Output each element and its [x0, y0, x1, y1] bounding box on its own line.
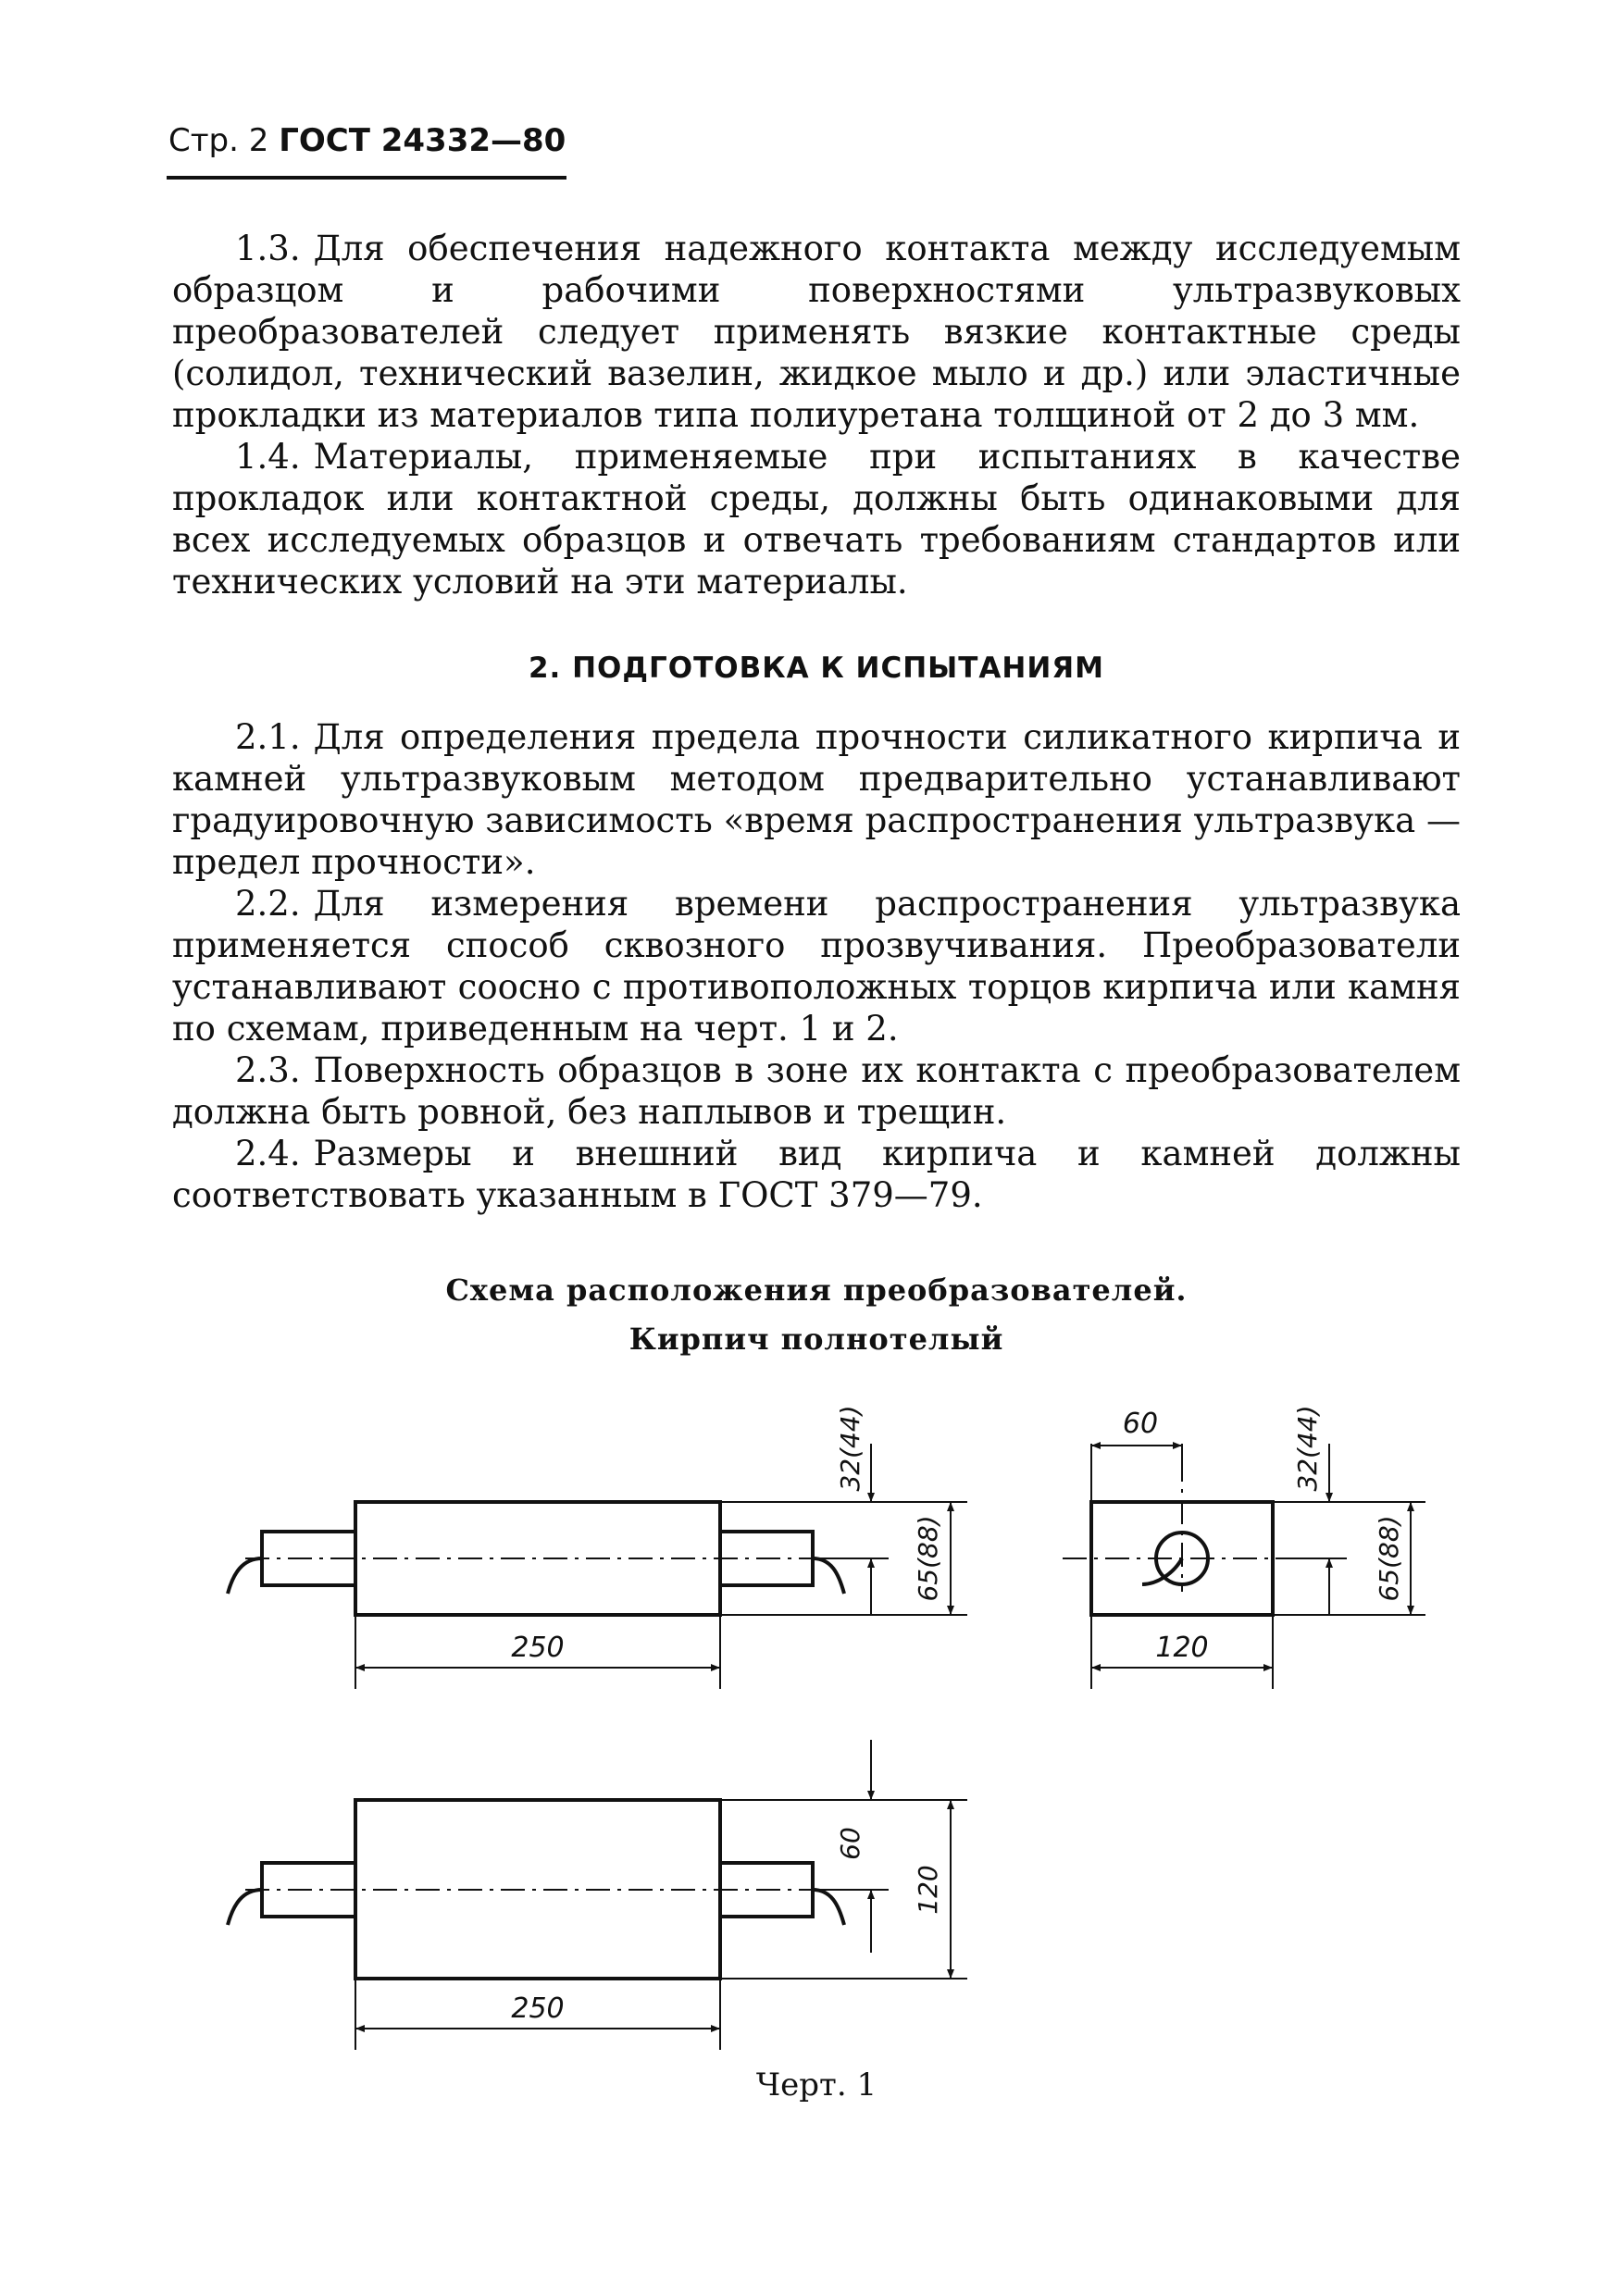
dim-bottom-width-label: 120	[913, 1865, 943, 1915]
document-code: ГОСТ 24332—80	[279, 122, 566, 159]
right-cable	[813, 1558, 844, 1594]
dim-bottom-length-label: 250	[511, 1992, 565, 2025]
paragraph-number: 1.4.	[235, 437, 301, 477]
dim-end-offset-h-label: 32(44)	[1292, 1405, 1323, 1492]
figure-number: Черт. 1	[755, 2066, 877, 2104]
dim-bottom-offset-label: 60	[835, 1827, 865, 1860]
left-cable	[228, 1558, 262, 1594]
dim-height-label: 65(88)	[913, 1515, 943, 1602]
dim-offset-label: 32(44)	[835, 1405, 865, 1492]
page-number: Стр. 2	[168, 122, 269, 159]
end-cable	[1142, 1558, 1182, 1584]
paragraph-text: Поверхность образцов в зоне их контакта с преобразователем должна быть ровной, без наплывов и трещин.	[172, 1050, 1461, 1132]
paragraph-text: Материалы, применяемые при испытаниях в качестве прокладок или контактной среды, должны быть одинаковыми для всех исследуемых образцов и отвечать требованиям стандартов или технических условий на эти материалы.	[172, 437, 1461, 602]
brick-outline	[355, 1502, 720, 1615]
paragraph-number: 2.2.	[235, 884, 301, 924]
brick-end-view	[1063, 1444, 1425, 1689]
section-2-title: 2. ПОДГОТОВКА К ИСПЫТАНИЯМ	[528, 652, 1105, 685]
flat-outline	[355, 1800, 720, 1979]
brick-flat-view	[228, 1740, 967, 2050]
dim-length-label: 250	[511, 1632, 565, 1664]
paragraph-text: Для измерения времени распространения ультразвука применяется способ сквозного прозвучивания. Преобразователи устанавливают соосно с противоположных торцов кирпича или камня по схемам, приведенным на черт. 1 и 2.	[172, 884, 1461, 1049]
paragraph-text: Для обеспечения надежного контакта между исследуемым образцом и рабочими поверхностями ультразвуковых преобразователей следует применять вязкие контактные среды (солидол, технический вазелин, жидкое мыло и др.) или эластичные прокладки из материалов типа полиуретана толщиной от 2 до 3 мм.	[172, 229, 1461, 435]
paragraph-text: Размеры и внешний вид кирпича и камней должны соответствовать указанным в ГОСТ 379—79.	[172, 1134, 1461, 1215]
paragraph-text: Для определения предела прочности силикатного кирпича и камней ультразвуковым методом предварительно устанавливают градуировочную зависимость «время распространения ультразвука — предел прочности».	[172, 717, 1461, 882]
figure-caption: Схема расположения преобразователей.	[445, 1272, 1188, 1308]
dim-end-width-label: 120	[1155, 1632, 1209, 1664]
paragraph-number: 2.1.	[235, 717, 301, 757]
paragraph-number: 1.3.	[235, 229, 301, 268]
paragraph-number: 2.3.	[235, 1050, 301, 1090]
dim-end-height-label: 65(88)	[1374, 1515, 1404, 1602]
paragraph-number: 2.4.	[235, 1134, 301, 1173]
figure-subcaption: Кирпич полнотелый	[629, 1322, 1004, 1357]
dim-end-offset-w-label: 60	[1122, 1408, 1159, 1440]
